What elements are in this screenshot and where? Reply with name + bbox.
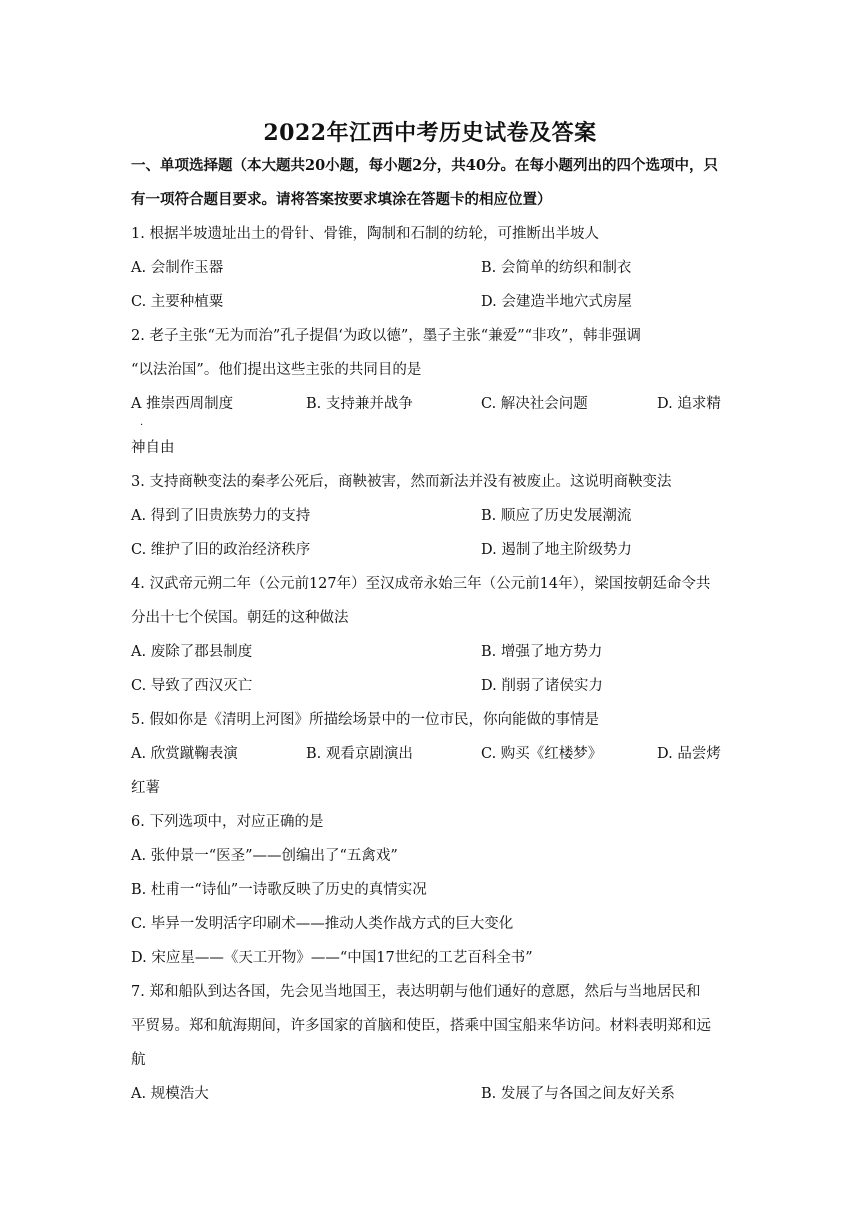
question-3-option-c: C. 维护了旧的政治经济秩序 xyxy=(131,542,311,558)
question-7-stem-line-2: 平贸易。郑和航海期间，许多国家的首脑和使臣，搭乘中国宝船来华访问。材料表明郑和远 xyxy=(131,1018,711,1034)
question-3-option-b: B. 顺应了历史发展潮流 xyxy=(481,508,632,524)
question-6-option-a: A. 张仲景一“医圣”——创编出了“五禽戏” xyxy=(131,848,398,864)
question-5-option-d: D. 品尝烤 xyxy=(657,746,721,762)
question-2-option-b: B. 支持兼并战争 xyxy=(306,396,413,412)
question-1-stem: 1. 根据半坡遗址出土的骨针、骨锥，陶制和石制的纺轮，可推断出半坡人 xyxy=(131,226,599,242)
question-4-option-d: D. 削弱了诸侯实力 xyxy=(481,678,603,694)
question-1-option-b: B. 会简单的纺织和制衣 xyxy=(481,260,632,276)
question-3-option-a: A. 得到了旧贵族势力的支持 xyxy=(131,508,311,524)
section-instructions-line-2: 有一项符合题目要求。请将答案按要求填涂在答题卡的相应位置） xyxy=(131,191,552,208)
question-4-option-c: C. 导致了西汉灭亡 xyxy=(131,678,253,694)
question-5-option-a: A. 欣赏蹴鞠表演 xyxy=(131,746,238,762)
question-2-option-c: C. 解决社会问题 xyxy=(481,396,588,412)
question-6-stem: 6. 下列选项中，对应正确的是 xyxy=(131,814,324,830)
question-7-option-b: B. 发展了与各国之间友好关系 xyxy=(481,1086,675,1102)
section-instructions-line-1: 一、单项选择题（本大题共20小题，每小题2分，共40分。在每小题列出的四个选项中，只 xyxy=(131,157,718,174)
question-6-option-c: C. 毕异一发明活字印刷术——推动人类作战方式的巨大变化 xyxy=(131,916,514,932)
question-2-option-a: A 推崇西周制度 xyxy=(131,396,234,412)
question-6-option-b: B. 杜甫一“诗仙”一诗歌反映了历史的真情实况 xyxy=(131,882,427,898)
question-4-stem-line-1: 4. 汉武帝元朔二年（公元前127年）至汉成帝永始三年（公元前14年），梁国按朝廷命令共 xyxy=(131,576,711,592)
question-2-stem-line-1: 2. 老子主张“无为而治”孔子提倡‘为政以德”，墨子主张“兼爱”“非攻”，韩非强调 xyxy=(131,328,641,344)
question-2-option-d-continued: 神自由 xyxy=(131,440,175,456)
question-3-option-d: D. 遏制了地主阶级势力 xyxy=(481,542,632,558)
question-2-dot-mark: · xyxy=(140,420,144,431)
question-3-stem: 3. 支持商鞅变法的秦孝公死后，商鞅被害，然而新法并没有被废止。这说明商鞅变法 xyxy=(131,474,672,490)
question-7-stem-line-3: 航 xyxy=(131,1052,146,1068)
question-2-option-d: D. 追求精 xyxy=(657,396,721,412)
question-7-stem-line-1: 7. 郑和船队到达各国，先会见当地国王，表达明朝与他们通好的意愿，然后与当地居民和 xyxy=(131,984,701,1000)
question-1-option-d: D. 会建造半地穴式房屋 xyxy=(481,294,632,310)
question-5-option-d-continued: 红薯 xyxy=(131,780,160,796)
question-7-option-a: A. 规模浩大 xyxy=(131,1086,209,1102)
question-4-stem-line-2: 分出十七个侯国。朝廷的这种做法 xyxy=(131,610,349,626)
document-title: 2022年江西中考历史试卷及答案 xyxy=(263,120,597,146)
question-1-option-c: C. 主要种植粟 xyxy=(131,294,224,310)
question-6-option-d: D. 宋应星——《天工开物》——“中国17世纪的工艺百科全书” xyxy=(131,950,533,966)
question-1-option-a: A. 会制作玉器 xyxy=(131,260,224,276)
question-4-option-a: A. 废除了郡县制度 xyxy=(131,644,253,660)
question-2-stem-line-2: “以法治国”。他们提出这些主张的共同目的是 xyxy=(131,362,422,378)
question-4-option-b: B. 增强了地方势力 xyxy=(481,644,603,660)
question-5-option-c: C. 购买《红楼梦》 xyxy=(481,746,603,762)
question-5-stem: 5. 假如你是《清明上河图》所描绘场景中的一位市民，你向能做的事情是 xyxy=(131,712,599,728)
question-5-option-b: B. 观看京剧演出 xyxy=(306,746,413,762)
